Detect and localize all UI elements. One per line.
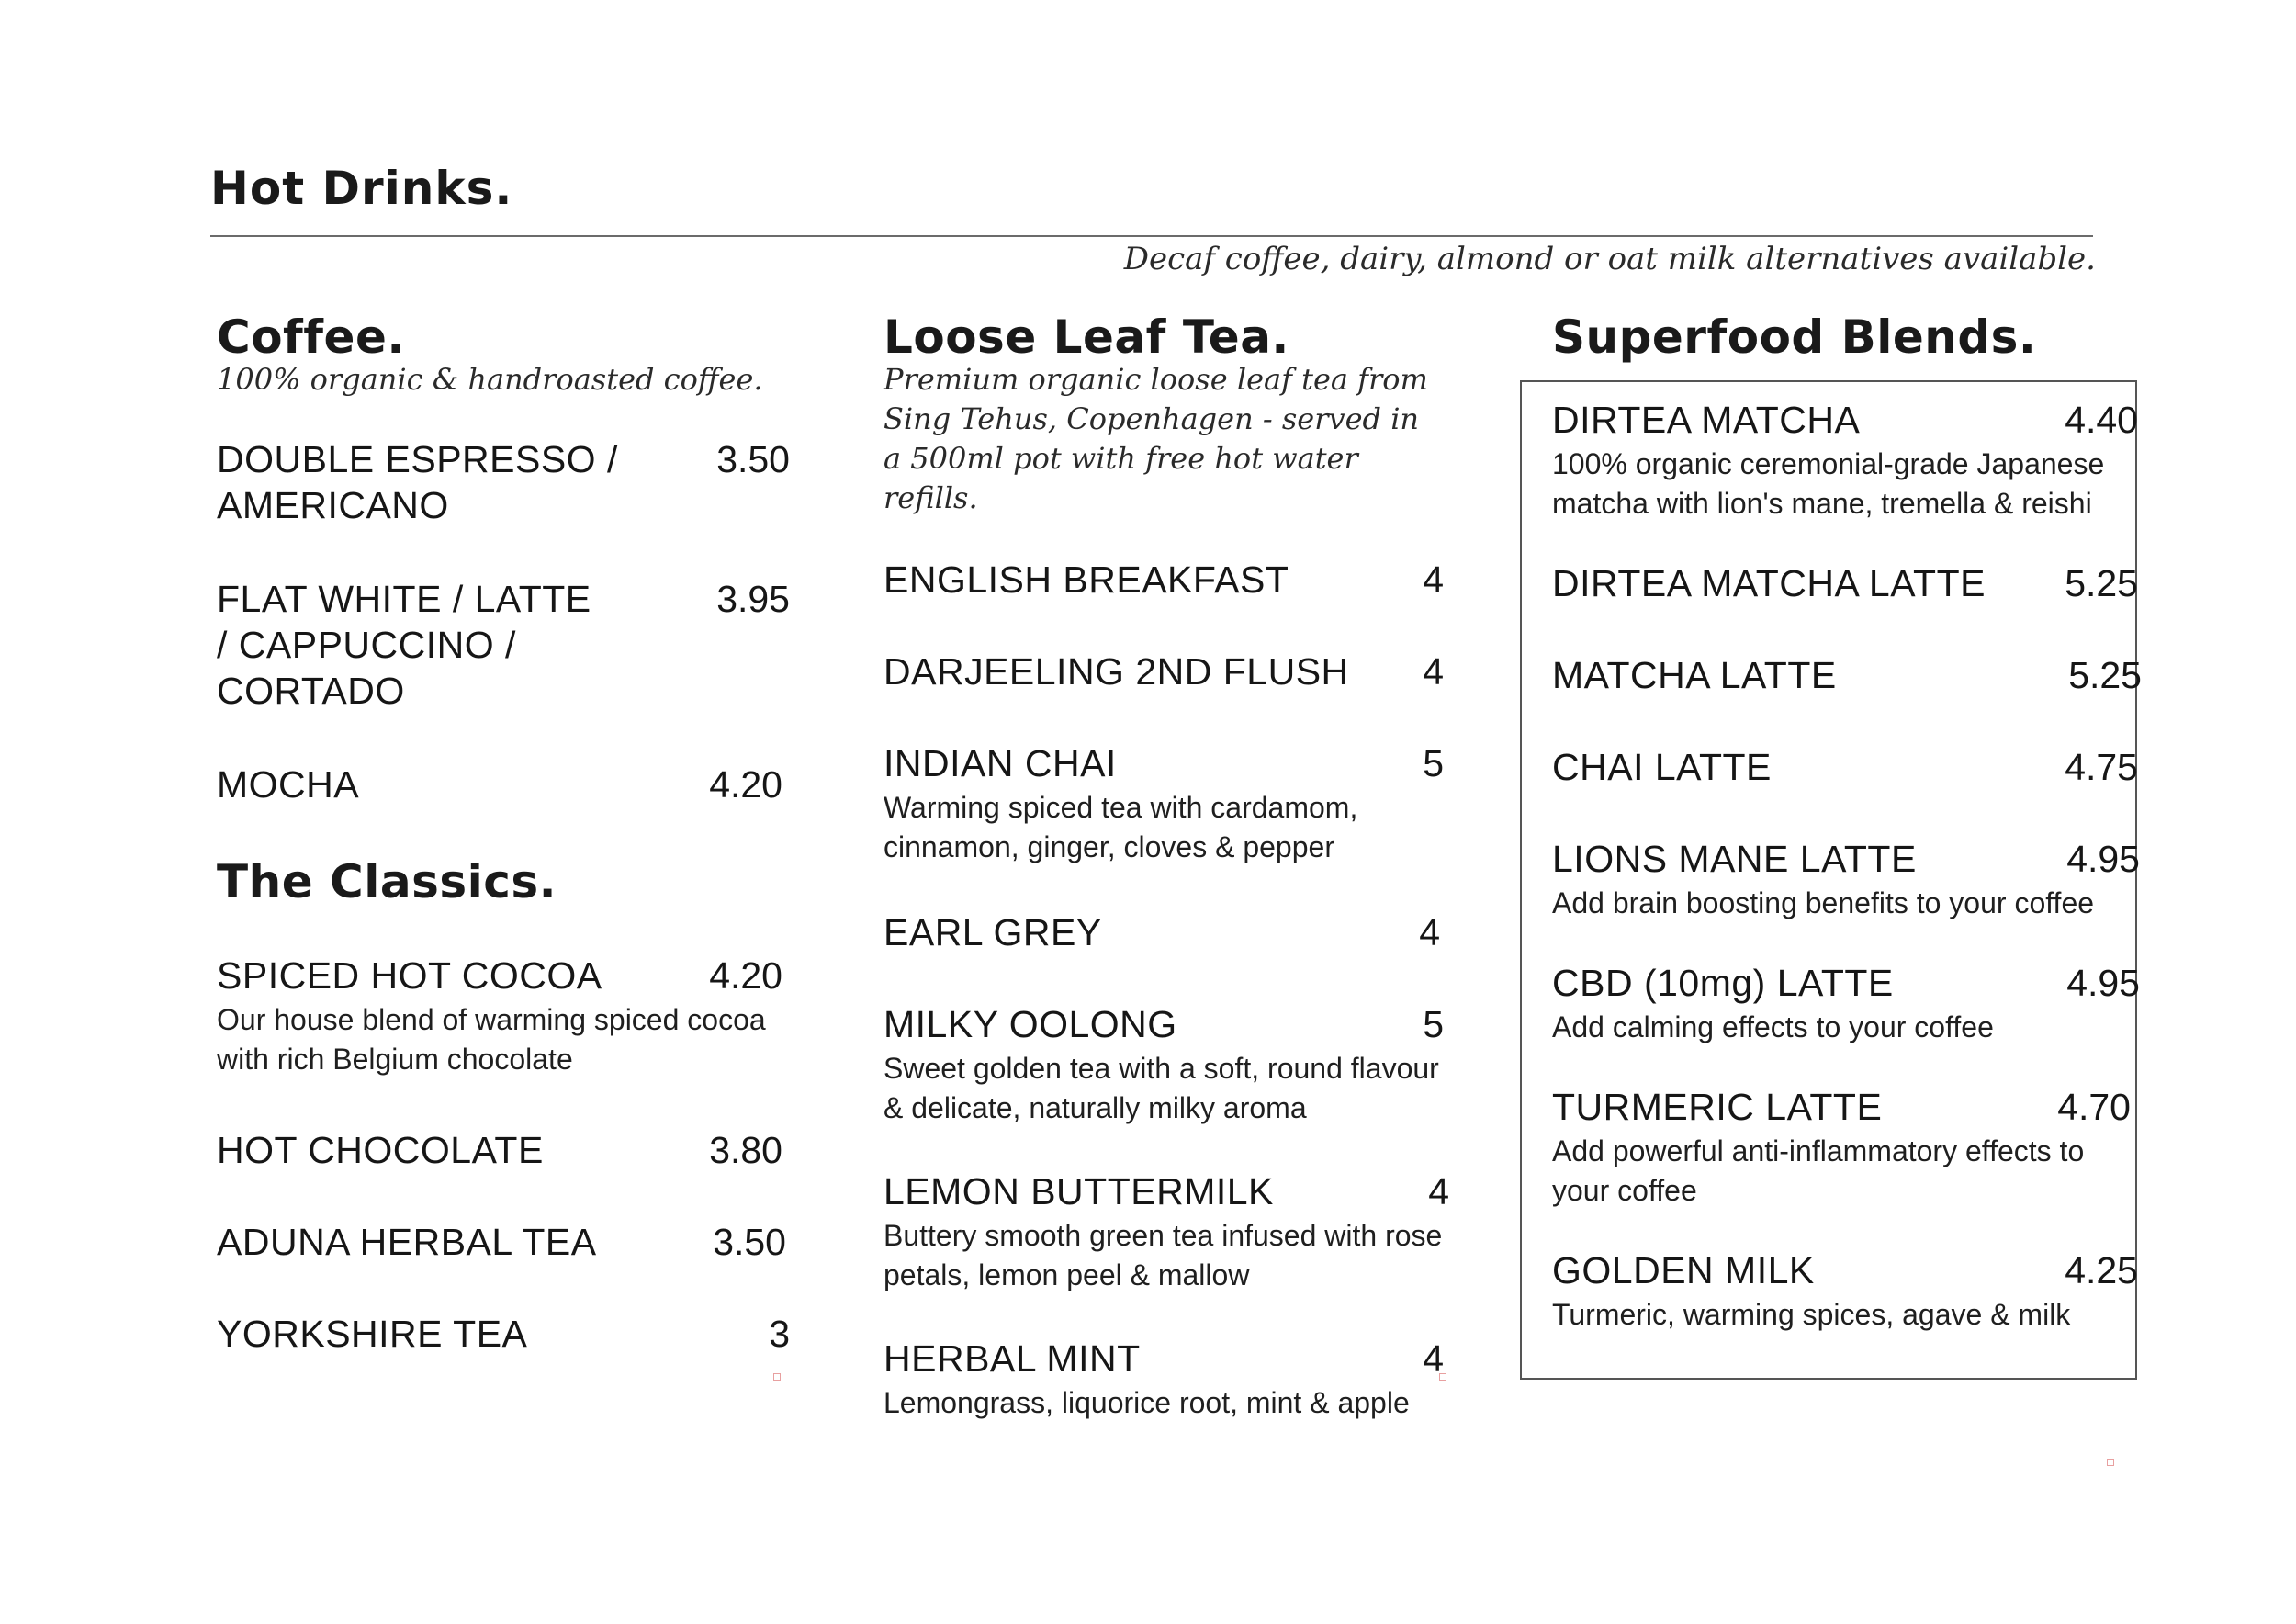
item-name: ENGLISH BREAKFAST bbox=[884, 558, 1289, 601]
item-price: 4.95 bbox=[2066, 962, 2140, 1004]
tea-heading: Loose Leaf Tea. bbox=[884, 310, 1289, 364]
item-name: DOUBLE ESPRESSO / AMERICANO bbox=[217, 438, 618, 526]
item-price: 4 bbox=[1419, 911, 1440, 953]
title-divider bbox=[210, 235, 2093, 237]
classics-heading: The Classics. bbox=[217, 855, 557, 908]
item-name: FLAT WHITE / LATTE / CAPPUCCINO / CORTADO bbox=[217, 578, 591, 712]
item-price: 4.75 bbox=[2065, 746, 2138, 788]
tea-subtitle: Premium organic loose leaf tea from Sing Tehus, Copenhagen - served in a 500ml pot with free hot water refills. bbox=[884, 362, 1428, 515]
menu-item bbox=[884, 1168, 1453, 1295]
menu-item bbox=[1552, 1247, 2138, 1335]
menu-item bbox=[1552, 836, 2140, 923]
item-name: LIONS MANE LATTE bbox=[1552, 838, 1917, 880]
marker-icon bbox=[773, 1373, 781, 1381]
menu-item bbox=[1552, 397, 2138, 524]
item-price: 5.25 bbox=[2065, 562, 2138, 604]
item-price: 4.70 bbox=[2057, 1086, 2131, 1128]
item-price: 5 bbox=[1423, 742, 1444, 784]
menu-item bbox=[884, 740, 1453, 867]
menu-item bbox=[884, 648, 1453, 694]
item-price: 4.20 bbox=[709, 954, 782, 997]
item-name: CHAI LATTE bbox=[1552, 746, 1772, 788]
superfood-heading: Superfood Blends. bbox=[1552, 310, 2037, 364]
item-name: HERBAL MINT bbox=[884, 1337, 1141, 1380]
item-price: 3.80 bbox=[709, 1129, 782, 1171]
tea-column bbox=[884, 309, 1453, 1423]
item-name: EARL GREY bbox=[884, 911, 1102, 953]
coffee-heading: Coffee. bbox=[217, 310, 405, 364]
item-name: MATCHA LATTE bbox=[1552, 654, 1837, 696]
item-price: 4 bbox=[1423, 558, 1444, 601]
item-name: DIRTEA MATCHA LATTE bbox=[1552, 562, 1986, 604]
menu-item bbox=[1552, 1084, 2131, 1211]
marker-icon bbox=[2107, 1459, 2114, 1466]
item-price: 4 bbox=[1423, 1337, 1444, 1380]
item-name: HOT CHOCOLATE bbox=[217, 1129, 544, 1171]
item-price: 4.20 bbox=[709, 763, 782, 806]
item-price: 3.50 bbox=[716, 438, 790, 480]
item-description: Add brain boosting benefits to your coffee bbox=[1552, 886, 2095, 919]
menu-item bbox=[217, 576, 790, 714]
menu-item bbox=[217, 761, 786, 807]
item-description: Add powerful anti-inflammatory effects to your coffee bbox=[1552, 1134, 2085, 1207]
item-description: Lemongrass, liquorice root, mint & apple bbox=[884, 1386, 1410, 1419]
item-price: 3.95 bbox=[716, 578, 790, 620]
item-name: MOCHA bbox=[217, 763, 360, 806]
item-description: Warming spiced tea with cardamom, cinnamon, ginger, cloves & pepper bbox=[884, 791, 1358, 863]
page-title: Hot Drinks. bbox=[210, 162, 513, 215]
menu-item bbox=[217, 436, 790, 528]
item-price: 5.25 bbox=[2068, 654, 2142, 696]
coffee-subtitle: 100% organic & handroasted coffee. bbox=[217, 362, 763, 397]
item-price: 3.50 bbox=[713, 1221, 786, 1263]
menu-item bbox=[1552, 652, 2142, 698]
item-name: DARJEELING 2ND FLUSH bbox=[884, 650, 1349, 693]
marker-icon bbox=[1439, 1373, 1446, 1381]
item-name: CBD (10mg) LATTE bbox=[1552, 962, 1894, 1004]
item-name: MILKY OOLONG bbox=[884, 1003, 1177, 1045]
item-name: ADUNA HERBAL TEA bbox=[217, 1221, 597, 1263]
menu-item bbox=[217, 953, 786, 1079]
item-price: 3 bbox=[769, 1313, 790, 1355]
item-price: 4.25 bbox=[2065, 1249, 2138, 1291]
menu-item bbox=[884, 1001, 1453, 1128]
coffee-column bbox=[217, 309, 790, 1357]
menu-item bbox=[217, 1219, 786, 1265]
menu-item bbox=[884, 909, 1453, 955]
milk-alternatives-note: Decaf coffee, dairy, almond or oat milk alternatives available. bbox=[1123, 241, 2096, 277]
item-name: DIRTEA MATCHA bbox=[1552, 399, 1861, 441]
item-name: TURMERIC LATTE bbox=[1552, 1086, 1883, 1128]
item-price: 4.95 bbox=[2066, 838, 2140, 880]
superfood-column bbox=[1552, 309, 2142, 1335]
item-price: 5 bbox=[1423, 1003, 1444, 1045]
menu-item bbox=[217, 1311, 790, 1357]
item-description: Sweet golden tea with a soft, round flavour & delicate, naturally milky aroma bbox=[884, 1052, 1439, 1124]
item-description: 100% organic ceremonial-grade Japanese matcha with lion's mane, tremella & reishi bbox=[1552, 447, 2105, 520]
menu-item bbox=[884, 557, 1453, 603]
menu-item bbox=[884, 1336, 1453, 1423]
item-name: SPICED HOT COCOA bbox=[217, 954, 602, 997]
menu-item bbox=[1552, 744, 2138, 790]
item-name: LEMON BUTTERMILK bbox=[884, 1170, 1274, 1212]
item-name: INDIAN CHAI bbox=[884, 742, 1117, 784]
item-price: 4 bbox=[1423, 650, 1444, 693]
item-name: GOLDEN MILK bbox=[1552, 1249, 1815, 1291]
item-description: Buttery smooth green tea infused with rose petals, lemon peel & mallow bbox=[884, 1219, 1443, 1291]
item-description: Add calming effects to your coffee bbox=[1552, 1010, 1994, 1043]
item-price: 4 bbox=[1428, 1170, 1449, 1212]
item-description: Our house blend of warming spiced cocoa with rich Belgium chocolate bbox=[217, 1003, 766, 1076]
menu-item bbox=[1552, 960, 2140, 1047]
menu-item bbox=[217, 1127, 786, 1173]
menu-item bbox=[1552, 560, 2138, 606]
item-name: YORKSHIRE TEA bbox=[217, 1313, 528, 1355]
item-description: Turmeric, warming spices, agave & milk bbox=[1552, 1298, 2071, 1331]
item-price: 4.40 bbox=[2065, 399, 2138, 441]
